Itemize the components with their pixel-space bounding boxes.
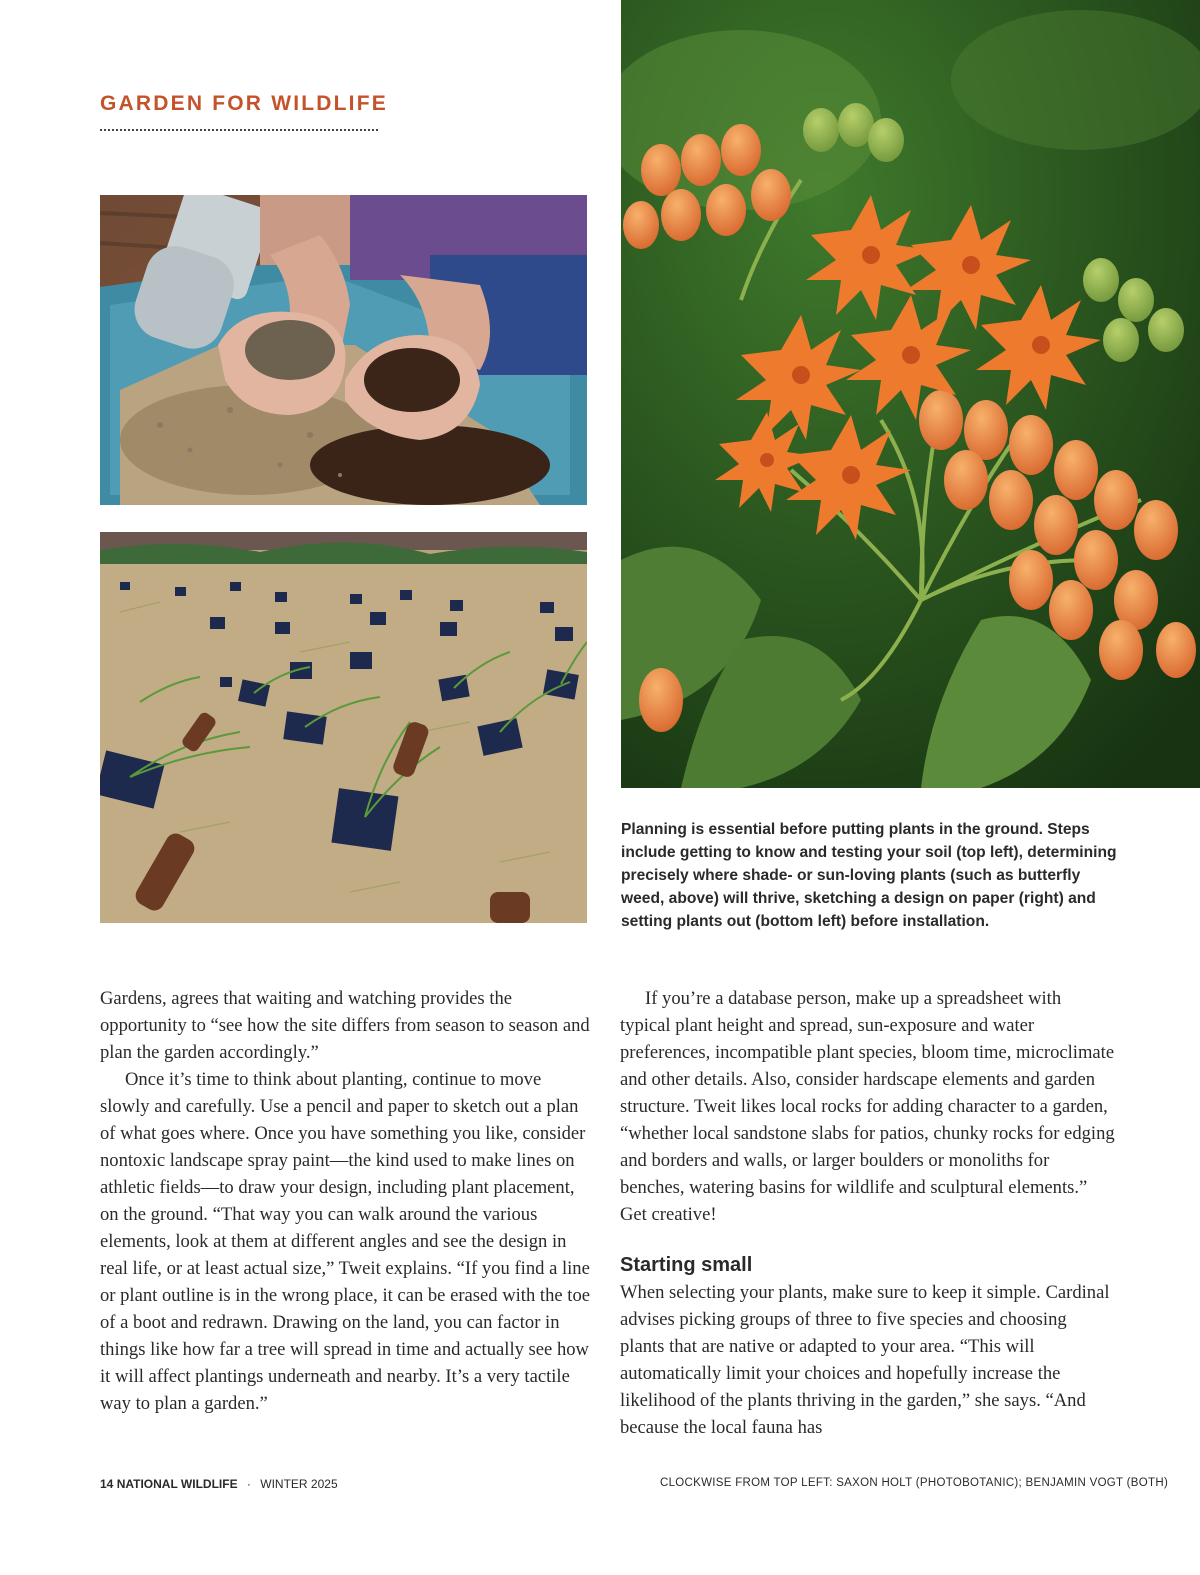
soil-hands-photo (100, 195, 587, 505)
page-number: 14 (100, 1477, 114, 1491)
magazine-name: NATIONAL WILDLIFE (116, 1477, 238, 1491)
section-title: GARDEN FOR WILDLIFE (100, 92, 388, 115)
plants-layout-photo (100, 532, 587, 923)
title-dotted-rule (100, 129, 378, 131)
photo-caption: Planning is essential before putting plants in the ground. Steps include getting to know and testing your soil (top left), determining precisely where shade- or sun-loving plants (such as butterfly weed, above) will thrive, sketching a design on paper (right) and setting plants out (bottom left) before installation. (621, 821, 1117, 930)
issue-date: WINTER 2025 (260, 1477, 338, 1491)
body-paragraph: When selecting your plants, make sure to keep it simple. Cardinal advises picking groups of three to five species and choosing plants that are native or adapted to your area. “This will automatically limit your choices and hopefully increase the likelihood of the plants thriving in the garden,” she says. “And because the local fauna has (620, 1282, 1110, 1438)
body-paragraph: Gardens, agrees that waiting and watching provides the opportunity to “see how the site differs from season to season and plan the garden accordingly.” (100, 988, 590, 1063)
body-paragraph: If you’re a database person, make up a spreadsheet with typical plant height and spread, sun-exposure and water preferences, incompatible plant species, bloom time, microclimate and other details. Also, consider hardscape elements and garden structure. Tweit likes local rocks for adding character to a garden, “whether local sandstone slabs for patios, chunky rocks for edging and borders and walls, or larger boulders or monoliths for benches, watering basins for wildlife and sculptural elements.” Get creative! (620, 988, 1115, 1225)
footer-separator: · (246, 1477, 251, 1491)
body-paragraph: Once it’s time to think about planting, continue to move slowly and carefully. Use a pencil and paper to sketch out a plan of what goes where. Once you have something you like, consider nontoxic landscape spray paint—the kind used to make lines on athletic fields—to draw your design, including plant placement, on the ground. “That way you can walk around the various elements, look at them at different angles and see the design in real life, or at least actual size,” Tweit explains. “If you find a line or plant outline is in the wrong place, it can be erased with the toe of a boot and redrawn. Drawing on the land, you can factor in things like how far a tree will spread in time and actually see how it will affect plantings underneath and nearby. It’s a very tactile way to plan a garden.” (100, 1069, 591, 1414)
body-column-left (100, 985, 592, 1417)
body-column-right (620, 985, 1115, 1441)
page-footer (100, 1477, 338, 1491)
photo-credit: CLOCKWISE FROM TOP LEFT: SAXON HOLT (PHOTOBOTANIC); BENJAMIN VOGT (BOTH) (660, 1477, 1169, 1489)
butterfly-weed-photo (621, 0, 1200, 788)
subheading-starting-small: Starting small (620, 1254, 753, 1276)
